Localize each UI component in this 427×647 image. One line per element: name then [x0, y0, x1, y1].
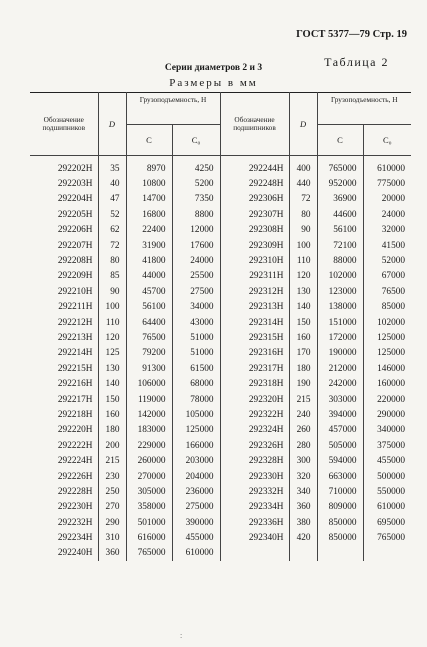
c-cell: 14700 [126, 192, 172, 207]
c-cell: 505000 [317, 438, 363, 453]
c0-cell: 41500 [363, 238, 411, 253]
table-number: Таблица 2 [324, 55, 389, 69]
c0-cell: 340000 [363, 423, 411, 438]
designation-cell: 292228Н [30, 484, 98, 499]
col-capacity-left: Грузоподъемность, Н [126, 93, 220, 125]
table-row [30, 176, 411, 191]
d-cell: 90 [289, 223, 317, 238]
designation-cell: 292218Н [30, 407, 98, 422]
d-cell: 72 [289, 192, 317, 207]
designation-cell: 292310Н [220, 253, 289, 268]
designation-cell: 292204Н [30, 192, 98, 207]
c-cell: 172000 [317, 330, 363, 345]
designation-cell: 292217Н [30, 392, 98, 407]
designation-cell: 292248Н [220, 176, 289, 191]
d-cell [289, 546, 317, 561]
table-row [30, 315, 411, 330]
table-row [30, 376, 411, 391]
designation-cell: 292326Н [220, 438, 289, 453]
designation-cell: 292324Н [220, 423, 289, 438]
designation-cell: 292332Н [220, 484, 289, 499]
d-cell: 52 [98, 207, 126, 222]
c-cell: 765000 [317, 156, 363, 177]
c-cell: 305000 [126, 484, 172, 499]
c-cell: 31900 [126, 238, 172, 253]
c-cell: 106000 [126, 376, 172, 391]
c-cell: 850000 [317, 530, 363, 545]
d-cell: 120 [289, 269, 317, 284]
c0-cell: 5200 [172, 176, 220, 191]
designation-cell: 292214Н [30, 346, 98, 361]
d-cell: 80 [98, 253, 126, 268]
d-cell: 400 [289, 156, 317, 177]
c-cell: 72100 [317, 238, 363, 253]
c-cell: 44600 [317, 207, 363, 222]
designation-cell: 292315Н [220, 330, 289, 345]
designation-cell: 292210Н [30, 284, 98, 299]
c-cell: 260000 [126, 453, 172, 468]
c0-cell: 68000 [172, 376, 220, 391]
bearings-table [30, 92, 411, 561]
c-cell: 270000 [126, 469, 172, 484]
c0-cell: 125000 [363, 330, 411, 345]
c0-cell: 85000 [363, 300, 411, 315]
designation-cell: 292312Н [220, 284, 289, 299]
designation-cell: 292318Н [220, 376, 289, 391]
d-cell: 380 [289, 515, 317, 530]
c0-cell: 125000 [363, 346, 411, 361]
designation-cell: 292224Н [30, 453, 98, 468]
col-c0-right: C₀ [363, 125, 411, 156]
c-cell: 183000 [126, 423, 172, 438]
designation-cell: 292207Н [30, 238, 98, 253]
designation-cell: 292336Н [220, 515, 289, 530]
c0-cell: 610000 [363, 156, 411, 177]
c0-cell: 166000 [172, 438, 220, 453]
c-cell: 79200 [126, 346, 172, 361]
c0-cell: 455000 [172, 530, 220, 545]
c-cell: 303000 [317, 392, 363, 407]
designation-cell: 292208Н [30, 253, 98, 268]
d-cell: 200 [98, 438, 126, 453]
table-row [30, 330, 411, 345]
designation-cell: 292307Н [220, 207, 289, 222]
c0-cell: 20000 [363, 192, 411, 207]
c0-cell: 24000 [172, 253, 220, 268]
c-cell: 138000 [317, 300, 363, 315]
d-cell: 340 [289, 484, 317, 499]
table-row [30, 346, 411, 361]
col-designation-left: Обозначение подшипников [30, 93, 98, 156]
designation-cell: 292213Н [30, 330, 98, 345]
col-c-left: C [126, 125, 172, 156]
page-header: ГОСТ 5377—79 Стр. 19 [296, 29, 407, 40]
d-cell: 40 [98, 176, 126, 191]
c0-cell: 67000 [363, 269, 411, 284]
designation-cell: 292328Н [220, 453, 289, 468]
c0-cell: 34000 [172, 300, 220, 315]
designation-cell: 292309Н [220, 238, 289, 253]
table-row [30, 192, 411, 207]
c-cell: 765000 [126, 546, 172, 561]
c-cell: 10800 [126, 176, 172, 191]
d-cell: 90 [98, 284, 126, 299]
designation-cell: 292232Н [30, 515, 98, 530]
table-row [30, 253, 411, 268]
d-cell: 240 [289, 407, 317, 422]
d-cell: 280 [289, 438, 317, 453]
designation-cell [220, 546, 289, 561]
table-row [30, 156, 411, 177]
table-row [30, 269, 411, 284]
d-cell: 110 [289, 253, 317, 268]
designation-cell: 292313Н [220, 300, 289, 315]
c-cell: 142000 [126, 407, 172, 422]
designation-cell: 292334Н [220, 500, 289, 515]
table-row [30, 530, 411, 545]
d-cell: 360 [98, 546, 126, 561]
c0-cell: 51000 [172, 330, 220, 345]
d-cell: 130 [98, 361, 126, 376]
c-cell: 16800 [126, 207, 172, 222]
table-row [30, 392, 411, 407]
d-cell: 300 [289, 453, 317, 468]
c0-cell: 43000 [172, 315, 220, 330]
d-cell: 420 [289, 530, 317, 545]
table-row [30, 284, 411, 299]
table-row [30, 453, 411, 468]
d-cell: 270 [98, 500, 126, 515]
table-row [30, 500, 411, 515]
c-cell [317, 546, 363, 561]
c0-cell: 52000 [363, 253, 411, 268]
d-cell: 160 [98, 407, 126, 422]
c0-cell: 275000 [172, 500, 220, 515]
c0-cell: 455000 [363, 453, 411, 468]
d-cell: 150 [98, 392, 126, 407]
c-cell: 242000 [317, 376, 363, 391]
d-cell: 120 [98, 330, 126, 345]
c-cell: 710000 [317, 484, 363, 499]
d-cell: 110 [98, 315, 126, 330]
designation-cell: 292203Н [30, 176, 98, 191]
c0-cell: 27500 [172, 284, 220, 299]
c0-cell: 203000 [172, 453, 220, 468]
c-cell: 190000 [317, 346, 363, 361]
table-row [30, 361, 411, 376]
designation-cell: 292220Н [30, 423, 98, 438]
d-cell: 180 [289, 361, 317, 376]
d-cell: 290 [98, 515, 126, 530]
d-cell: 310 [98, 530, 126, 545]
table-row [30, 484, 411, 499]
d-cell: 62 [98, 223, 126, 238]
designation-cell: 292234Н [30, 530, 98, 545]
designation-cell: 292240Н [30, 546, 98, 561]
d-cell: 140 [98, 376, 126, 391]
designation-cell: 292215Н [30, 361, 98, 376]
c-cell: 41800 [126, 253, 172, 268]
table-row [30, 223, 411, 238]
d-cell: 250 [98, 484, 126, 499]
c-cell: 102000 [317, 269, 363, 284]
d-cell: 260 [289, 423, 317, 438]
designation-cell: 292306Н [220, 192, 289, 207]
c0-cell: 51000 [172, 346, 220, 361]
d-cell: 360 [289, 500, 317, 515]
c0-cell: 32000 [363, 223, 411, 238]
c0-cell: 8800 [172, 207, 220, 222]
c0-cell: 78000 [172, 392, 220, 407]
table-row [30, 423, 411, 438]
designation-cell: 292202Н [30, 156, 98, 177]
designation-cell: 292320Н [220, 392, 289, 407]
d-cell: 72 [98, 238, 126, 253]
designation-cell: 292308Н [220, 223, 289, 238]
table-row [30, 407, 411, 422]
designation-cell: 292206Н [30, 223, 98, 238]
c0-cell: 695000 [363, 515, 411, 530]
d-cell: 215 [289, 392, 317, 407]
table-row [30, 300, 411, 315]
d-cell: 47 [98, 192, 126, 207]
c-cell: 663000 [317, 469, 363, 484]
designation-cell: 292322Н [220, 407, 289, 422]
d-cell: 100 [98, 300, 126, 315]
c0-cell: 500000 [363, 469, 411, 484]
c0-cell: 17600 [172, 238, 220, 253]
c0-cell: 160000 [363, 376, 411, 391]
c0-cell: 146000 [363, 361, 411, 376]
designation-cell: 292330Н [220, 469, 289, 484]
table-row [30, 207, 411, 222]
d-cell: 320 [289, 469, 317, 484]
c-cell: 594000 [317, 453, 363, 468]
c0-cell: 24000 [363, 207, 411, 222]
c0-cell: 4250 [172, 156, 220, 177]
c-cell: 8970 [126, 156, 172, 177]
c0-cell: 390000 [172, 515, 220, 530]
d-cell: 160 [289, 330, 317, 345]
c0-cell: 7350 [172, 192, 220, 207]
d-cell: 85 [98, 269, 126, 284]
c0-cell [363, 546, 411, 561]
c-cell: 119000 [126, 392, 172, 407]
c-cell: 229000 [126, 438, 172, 453]
d-cell: 80 [289, 207, 317, 222]
d-cell: 440 [289, 176, 317, 191]
c-cell: 56100 [317, 223, 363, 238]
c-cell: 123000 [317, 284, 363, 299]
c-cell: 394000 [317, 407, 363, 422]
table-row [30, 438, 411, 453]
c-cell: 358000 [126, 500, 172, 515]
c-cell: 850000 [317, 515, 363, 530]
c0-cell: 610000 [172, 546, 220, 561]
col-c0-left: C₀ [172, 125, 220, 156]
c0-cell: 105000 [172, 407, 220, 422]
c0-cell: 76500 [363, 284, 411, 299]
designation-cell: 292230Н [30, 500, 98, 515]
d-cell: 35 [98, 156, 126, 177]
designation-cell: 292211Н [30, 300, 98, 315]
c0-cell: 610000 [363, 500, 411, 515]
d-cell: 170 [289, 346, 317, 361]
designation-cell: 292311Н [220, 269, 289, 284]
c-cell: 88000 [317, 253, 363, 268]
c0-cell: 12000 [172, 223, 220, 238]
d-cell: 140 [289, 300, 317, 315]
c0-cell: 61500 [172, 361, 220, 376]
col-d-right: D [289, 93, 317, 156]
c-cell: 616000 [126, 530, 172, 545]
page-mark: : [180, 631, 183, 640]
c0-cell: 775000 [363, 176, 411, 191]
d-cell: 190 [289, 376, 317, 391]
table-row [30, 238, 411, 253]
c-cell: 64400 [126, 315, 172, 330]
c0-cell: 236000 [172, 484, 220, 499]
col-c-right: C [317, 125, 363, 156]
c0-cell: 25500 [172, 269, 220, 284]
c0-cell: 765000 [363, 530, 411, 545]
c-cell: 501000 [126, 515, 172, 530]
c-cell: 91300 [126, 361, 172, 376]
c-cell: 22400 [126, 223, 172, 238]
c0-cell: 102000 [363, 315, 411, 330]
c-cell: 212000 [317, 361, 363, 376]
designation-cell: 292244Н [220, 156, 289, 177]
designation-cell: 292314Н [220, 315, 289, 330]
c-cell: 44000 [126, 269, 172, 284]
table-row [30, 469, 411, 484]
c0-cell: 290000 [363, 407, 411, 422]
c-cell: 45700 [126, 284, 172, 299]
units-title: Размеры в мм [169, 77, 258, 89]
c-cell: 76500 [126, 330, 172, 345]
d-cell: 130 [289, 284, 317, 299]
designation-cell: 292212Н [30, 315, 98, 330]
designation-cell: 292317Н [220, 361, 289, 376]
c-cell: 36900 [317, 192, 363, 207]
d-cell: 100 [289, 238, 317, 253]
designation-cell: 292216Н [30, 376, 98, 391]
designation-cell: 292222Н [30, 438, 98, 453]
c0-cell: 204000 [172, 469, 220, 484]
c-cell: 457000 [317, 423, 363, 438]
col-capacity-right: Грузоподъемность, Н [317, 93, 411, 125]
c0-cell: 550000 [363, 484, 411, 499]
designation-cell: 292340Н [220, 530, 289, 545]
c-cell: 151000 [317, 315, 363, 330]
c-cell: 809000 [317, 500, 363, 515]
c0-cell: 375000 [363, 438, 411, 453]
table-row [30, 515, 411, 530]
c0-cell: 125000 [172, 423, 220, 438]
d-cell: 215 [98, 453, 126, 468]
series-title: Серии диаметров 2 и 3 [164, 63, 263, 73]
designation-cell: 292316Н [220, 346, 289, 361]
d-cell: 180 [98, 423, 126, 438]
c0-cell: 220000 [363, 392, 411, 407]
d-cell: 230 [98, 469, 126, 484]
col-d-left: D [98, 93, 126, 156]
col-designation-right: Обозначение подшипников [220, 93, 289, 156]
d-cell: 150 [289, 315, 317, 330]
designation-cell: 292205Н [30, 207, 98, 222]
d-cell: 125 [98, 346, 126, 361]
designation-cell: 292209Н [30, 269, 98, 284]
c-cell: 952000 [317, 176, 363, 191]
c-cell: 56100 [126, 300, 172, 315]
designation-cell: 292226Н [30, 469, 98, 484]
table-row [30, 546, 411, 561]
